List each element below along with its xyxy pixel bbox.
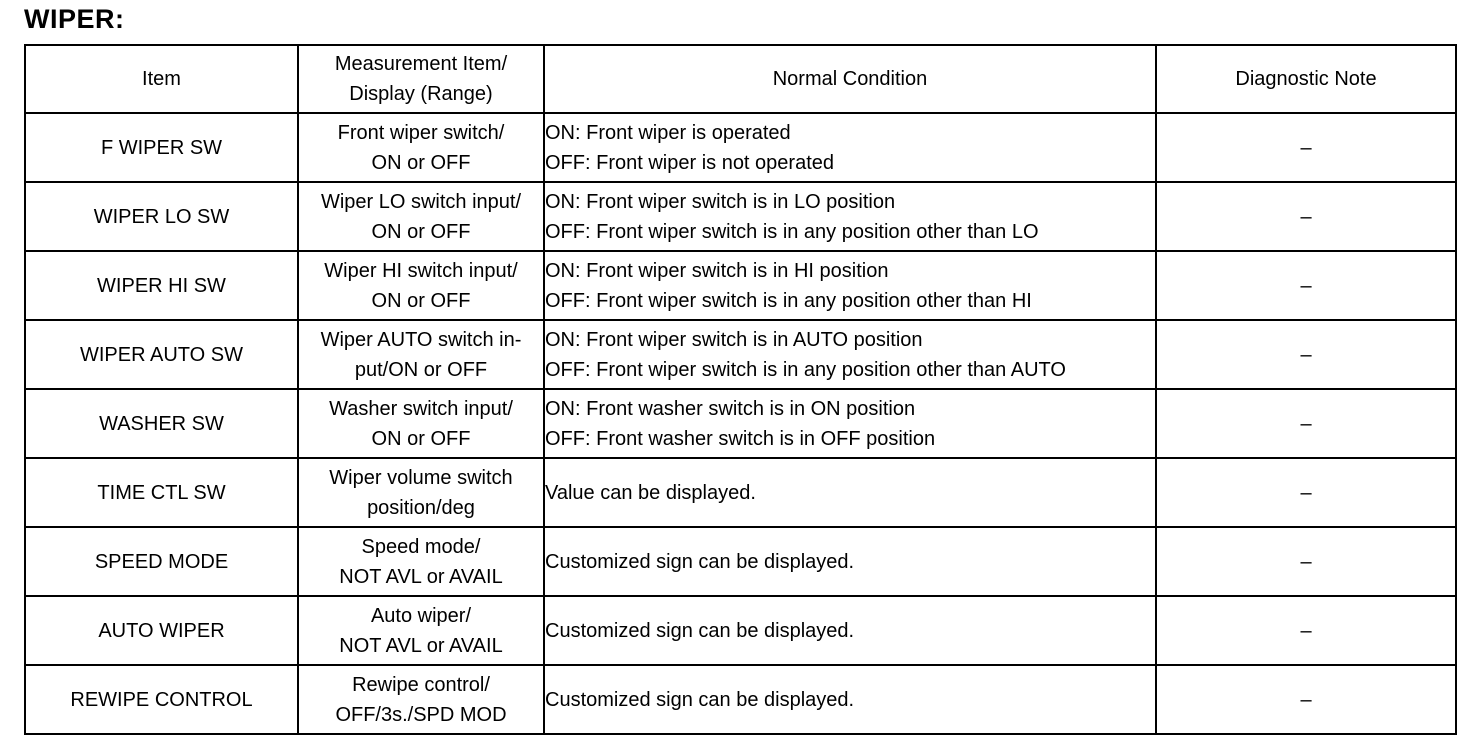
item-cell: AUTO WIPER (25, 596, 298, 665)
measurement-line: Wiper AUTO switch in- (320, 328, 522, 351)
measurement-cell (298, 320, 544, 389)
measurement-line: NOT AVL or AVAIL (339, 565, 503, 588)
measurement-line: Wiper volume switch (329, 466, 513, 489)
condition-cell (544, 389, 1156, 458)
measurement-line: Auto wiper/ (370, 604, 472, 627)
table-row (25, 320, 1456, 389)
note-cell: – (1156, 113, 1456, 182)
condition-line: ON: Front wiper switch is in AUTO position (545, 328, 923, 351)
page-title: WIPER: (24, 4, 125, 34)
measurement-line: ON or OFF (371, 220, 471, 243)
condition-line: OFF: Front wiper is not operated (545, 151, 835, 174)
measurement-cell (298, 113, 544, 182)
measurement-line: NOT AVL or AVAIL (339, 634, 503, 657)
column-header-item: Item (25, 45, 298, 113)
note-cell: – (1156, 389, 1456, 458)
condition-line: OFF: Front wiper switch is in any position other than LO (545, 220, 1039, 243)
condition-line: ON: Front washer switch is in ON position (545, 397, 916, 420)
measurement-line: Front wiper switch/ (337, 121, 505, 144)
measurement-cell (298, 389, 544, 458)
note-cell: – (1156, 251, 1456, 320)
measurement-line: ON or OFF (371, 427, 471, 450)
wiper-data-table (24, 44, 1457, 735)
condition-line: OFF: Front wiper switch is in any position other than HI (545, 289, 1032, 312)
measurement-cell (298, 596, 544, 665)
measurement-line: position/deg (367, 496, 475, 519)
table-row (25, 182, 1456, 251)
condition-line: Customized sign can be displayed. (545, 550, 855, 573)
condition-cell (544, 527, 1156, 596)
condition-cell (544, 182, 1156, 251)
note-cell: – (1156, 320, 1456, 389)
measurement-line: Wiper HI switch input/ (324, 259, 518, 282)
table-row (25, 665, 1456, 734)
condition-line: Customized sign can be displayed. (545, 688, 855, 711)
item-cell: REWIPE CONTROL (25, 665, 298, 734)
item-cell: WIPER LO SW (25, 182, 298, 251)
column-header-condition: Normal Condition (544, 45, 1156, 113)
condition-line: OFF: Front washer switch is in OFF position (545, 427, 936, 450)
note-cell: – (1156, 596, 1456, 665)
condition-cell (544, 596, 1156, 665)
measurement-line: Rewipe control/ (352, 673, 490, 696)
condition-cell (544, 458, 1156, 527)
item-cell: F WIPER SW (25, 113, 298, 182)
measurement-cell (298, 182, 544, 251)
note-cell: – (1156, 182, 1456, 251)
condition-line: OFF: Front wiper switch is in any position other than AUTO (545, 358, 1066, 381)
measurement-cell (298, 527, 544, 596)
measurement-cell (298, 665, 544, 734)
item-cell: WIPER HI SW (25, 251, 298, 320)
table-row (25, 527, 1456, 596)
condition-cell (544, 251, 1156, 320)
table-row (25, 251, 1456, 320)
measurement-line: Wiper LO switch input/ (320, 190, 522, 213)
column-header-note: Diagnostic Note (1156, 45, 1456, 113)
measurement-line: ON or OFF (371, 151, 471, 174)
note-cell: – (1156, 665, 1456, 734)
condition-line: ON: Front wiper switch is in HI position (545, 259, 889, 282)
measurement-line: ON or OFF (371, 289, 471, 312)
condition-cell (544, 320, 1156, 389)
condition-cell (544, 665, 1156, 734)
note-cell: – (1156, 458, 1456, 527)
condition-line: ON: Front wiper is operated (545, 121, 791, 144)
condition-line: Value can be displayed. (545, 481, 756, 504)
measurement-cell (298, 458, 544, 527)
item-cell: SPEED MODE (25, 527, 298, 596)
measurement-line: put/ON or OFF (354, 358, 488, 381)
table-row (25, 389, 1456, 458)
condition-line: ON: Front wiper switch is in LO position (545, 190, 896, 213)
note-cell: – (1156, 527, 1456, 596)
measurement-line: Washer switch input/ (329, 397, 513, 420)
table-header-row (25, 45, 1456, 113)
column-header-measurement: Measurement Item/ Display (Range) (298, 45, 544, 113)
table-row (25, 596, 1456, 665)
measurement-cell (298, 251, 544, 320)
item-cell: WIPER AUTO SW (25, 320, 298, 389)
table-row (25, 113, 1456, 182)
table-row (25, 458, 1456, 527)
item-cell: WASHER SW (25, 389, 298, 458)
item-cell: TIME CTL SW (25, 458, 298, 527)
measurement-line: Speed mode/ (361, 535, 481, 558)
condition-line: Customized sign can be displayed. (545, 619, 855, 642)
condition-cell (544, 113, 1156, 182)
measurement-line: OFF/3s./SPD MOD (335, 703, 507, 726)
